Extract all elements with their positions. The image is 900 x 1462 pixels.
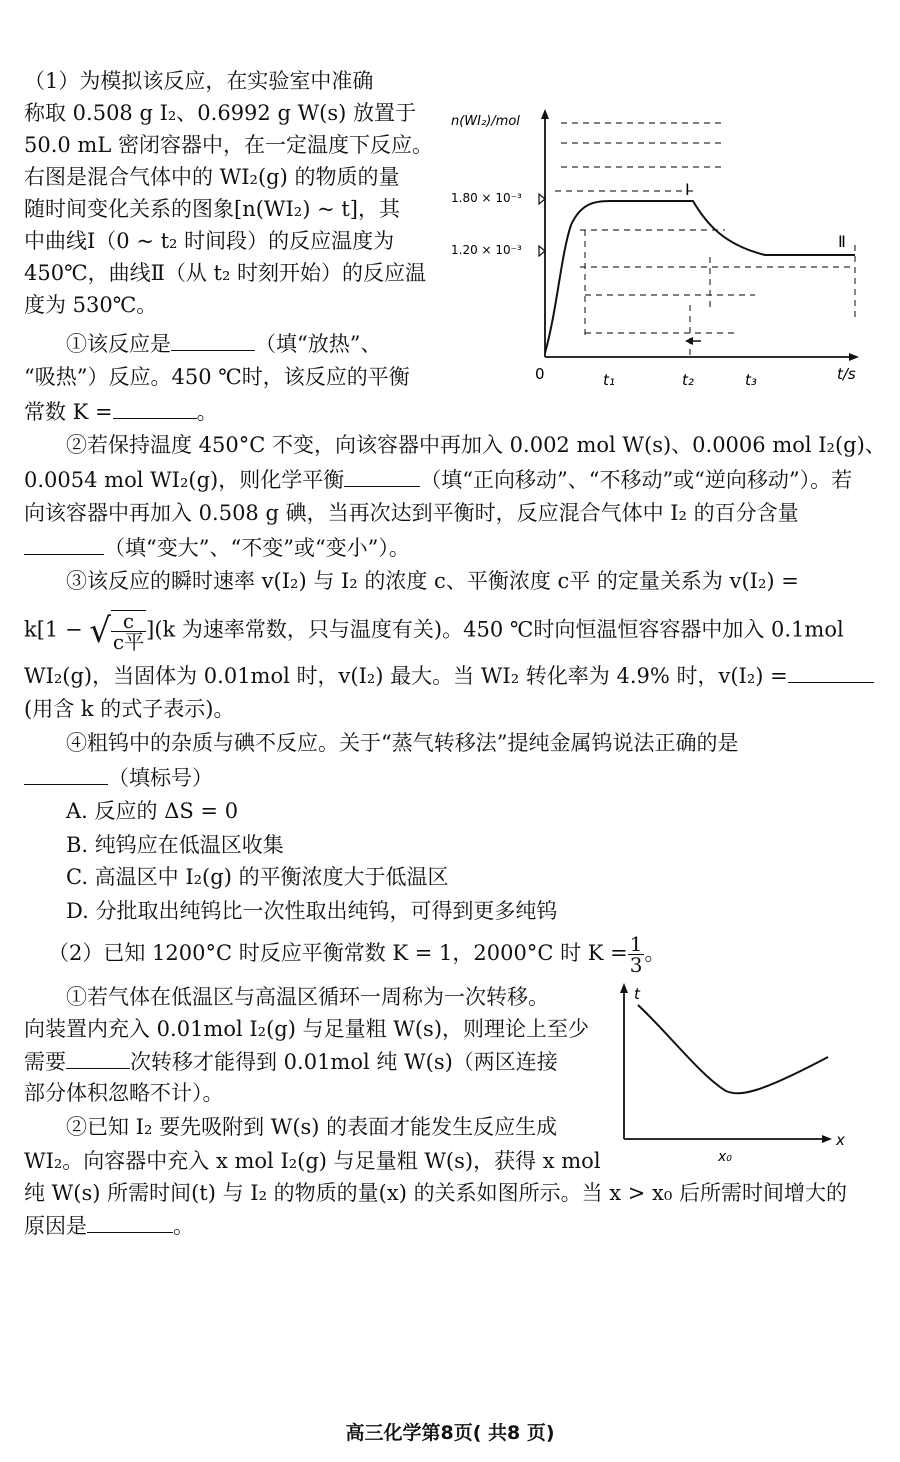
graph-time-vs-x: [600, 975, 860, 1175]
graph1-curve2-label: Ⅱ: [838, 232, 846, 251]
part2-heading: [48, 934, 665, 975]
sub4-line-1: ④粗钨中的杂质与碘不反应。关于“蒸气转移法”提纯金属钨说法正确的是: [66, 731, 739, 755]
intro-line-1: （1）为模拟该反应，在实验室中准确: [24, 69, 374, 93]
intro-line-8: 度为 530℃。: [24, 293, 158, 317]
graph1-ytick-lo-marker: [539, 246, 545, 256]
graph1-xtick-t1: t₁: [603, 371, 615, 389]
graph-wi2-vs-time: [445, 95, 875, 395]
part2-p1-line-3: [24, 1046, 558, 1077]
answer-blank-4[interactable]: [24, 532, 104, 555]
k-fraction: [628, 934, 645, 975]
part2-text-b: 。: [644, 941, 666, 965]
part2-p2-line-4: [24, 1210, 194, 1241]
part2-p2-line-3: 纯 W(s) 所需时间(t) 与 I₂ 的物质的量(x) 的关系如图所示。当 x > x₀ 后所需时间增大的: [24, 1181, 847, 1205]
graph2-xlabel: x: [836, 1131, 845, 1149]
graph2-x-arrow: [822, 1135, 832, 1143]
sub2-line-3: 向该容器中再加入 0.508 g 碘，当再次达到平衡时，反应混合气体中 I₂ 的百分含量: [24, 501, 799, 525]
option-a: A. 反应的 ΔS = 0: [66, 799, 239, 823]
option-c: C. 高温区中 I₂(g) 的平衡浓度大于低温区: [66, 865, 449, 889]
option-b: B. 纯钨应在低温区收集: [66, 833, 284, 857]
sub3-text-a: k[1 −: [24, 617, 83, 642]
sub4-line-2: [24, 762, 213, 793]
part2-p1-line-4: 部分体积忽略不计）。: [24, 1081, 224, 1105]
sub3-line-2: [24, 610, 844, 652]
sub2-line-4: [24, 532, 410, 563]
graph2-y-arrow: [620, 983, 628, 993]
graph1-x-arrow: [849, 353, 859, 361]
graph2-xtick-x0: x₀: [718, 1149, 732, 1165]
sub1-line-1: [66, 328, 381, 359]
sub1-text-e: 。: [196, 400, 218, 424]
sub3-text-c: WI₂(g)，当固体为 0.01mol 时，v(I₂) 最大。当 WI₂ 转化率为 4.9% 时，v(I₂) =: [24, 664, 788, 688]
graph1-xtick-t2: t₂: [682, 371, 694, 389]
sub1-text-b: （填“放热”、: [255, 332, 382, 356]
sub3-line-1: ③该反应的瞬时速率 v(I₂) 与 I₂ 的浓度 c、平衡浓度 c平 的定量关系为 v(I₂) =: [66, 569, 799, 593]
sub1-line-3: [24, 396, 218, 427]
part2-p2-text-b: 。: [173, 1214, 194, 1238]
intro-line-4: 右图是混合气体中的 WI₂(g) 的物质的量: [24, 165, 400, 189]
sub2-text-c: （填“变大”、“不变”或“变小”）。: [104, 536, 410, 560]
k-numerator: 1: [629, 932, 643, 956]
sub1-line-2: “吸热”）反应。450 ℃时，该反应的平衡: [24, 365, 410, 389]
intro-line-5: 随时间变化关系的图象[n(WI₂) ~ t]，其: [24, 197, 400, 221]
sub3-text-b: ](k 为速率常数，只与温度有关)。450 ℃时向恒温恒容容器中加入 0.1mol: [146, 617, 844, 642]
part2-p1-line-1: ①若气体在低温区与高温区循环一周称为一次转移。: [66, 985, 549, 1009]
part2-p1-text-a: 需要: [24, 1050, 66, 1074]
sqrt-numerator: c: [111, 611, 146, 632]
graph1-ylabel: n(WI₂)/mol: [451, 114, 520, 129]
sub1-text-a: ①该反应是: [66, 332, 171, 356]
graph1-ytick-hi-marker: [539, 194, 545, 204]
answer-blank-1[interactable]: [171, 328, 255, 351]
sub2-line-2: [24, 464, 852, 495]
k-denominator: 3: [629, 953, 643, 977]
graph1-y-arrow: [541, 109, 549, 119]
answer-blank-2[interactable]: [113, 396, 197, 419]
graph2-ylabel: t: [634, 985, 640, 1003]
part2-text-a: （2）已知 1200°C 时反应平衡常数 K = 1，2000°C 时 K =: [48, 941, 628, 965]
sub2-text-b: （填“正向移动”、“不移动”或“逆向移动”）。若: [420, 468, 853, 492]
part2-p2-line-2: WI₂。向容器中充入 x mol I₂(g) 与足量粗 W(s)，获得 x mol: [24, 1149, 601, 1173]
sub2-text-a: 0.0054 mol WI₂(g)，则化学平衡: [24, 468, 345, 492]
option-d: D. 分批取出纯钨比一次性取出纯钨，可得到更多纯钨: [66, 899, 558, 923]
intro-line-6: 中曲线Ⅰ（0 ~ t₂ 时间段）的反应温度为: [24, 229, 395, 253]
graph1-curve: [545, 201, 855, 353]
sub4-text-b: （填标号）: [108, 766, 213, 790]
intro-line-3: 50.0 mL 密闭容器中，在一定温度下反应。: [24, 133, 433, 157]
part2-p1-text-b: 次转移才能得到 0.01mol 纯 W(s)（两区连接: [130, 1050, 558, 1074]
graph1-origin: 0: [535, 365, 545, 383]
sub2-line-1: ②若保持温度 450°C 不变，向该容器中再加入 0.002 mol W(s)、0.0006 mol I₂(g)、: [66, 433, 886, 457]
graph1-curve1-label: Ⅰ: [685, 180, 690, 199]
graph2-curve: [638, 1005, 828, 1093]
sub3-line-4: (用含 k 的式子表示)。: [24, 697, 235, 721]
answer-blank-5[interactable]: [788, 660, 874, 683]
graph1-xtick-t3: t₃: [745, 371, 757, 389]
answer-blank-3[interactable]: [344, 464, 420, 487]
graph1-ytick-lo: 1.20 × 10⁻³: [451, 243, 522, 257]
answer-blank-8[interactable]: [87, 1210, 173, 1233]
graph1-ytick-hi: 1.80 × 10⁻³: [451, 191, 522, 205]
intro-line-7: 450℃，曲线Ⅱ（从 t₂ 时刻开始）的反应温: [24, 261, 427, 285]
page-footer: 高三化学第8页( 共8 页): [345, 1422, 555, 1444]
intro-line-2: 称取 0.508 g I₂、0.6992 g W(s) 放置于: [24, 101, 416, 125]
sqrt-denominator: c平: [112, 630, 145, 654]
answer-blank-6[interactable]: [24, 762, 108, 785]
sqrt-expression: √ $\frac{c}{\text{c平}}$: [89, 609, 145, 654]
answer-blank-7[interactable]: [66, 1046, 130, 1069]
graph1-xlabel: t/s: [837, 365, 856, 383]
sub3-line-3: [24, 660, 874, 691]
part2-p2-text-a: 原因是: [24, 1214, 87, 1238]
sqrt-fraction: [111, 611, 146, 652]
sub1-text-d: 常数 K =: [24, 400, 113, 424]
part2-p2-line-1: ②已知 I₂ 要先吸附到 W(s) 的表面才能发生反应生成: [66, 1115, 558, 1139]
part2-p1-line-2: 向装置内充入 0.01mol I₂(g) 与足量粗 W(s)，则理论上至少: [24, 1017, 590, 1041]
graph1-dashed-grid: [555, 123, 855, 357]
